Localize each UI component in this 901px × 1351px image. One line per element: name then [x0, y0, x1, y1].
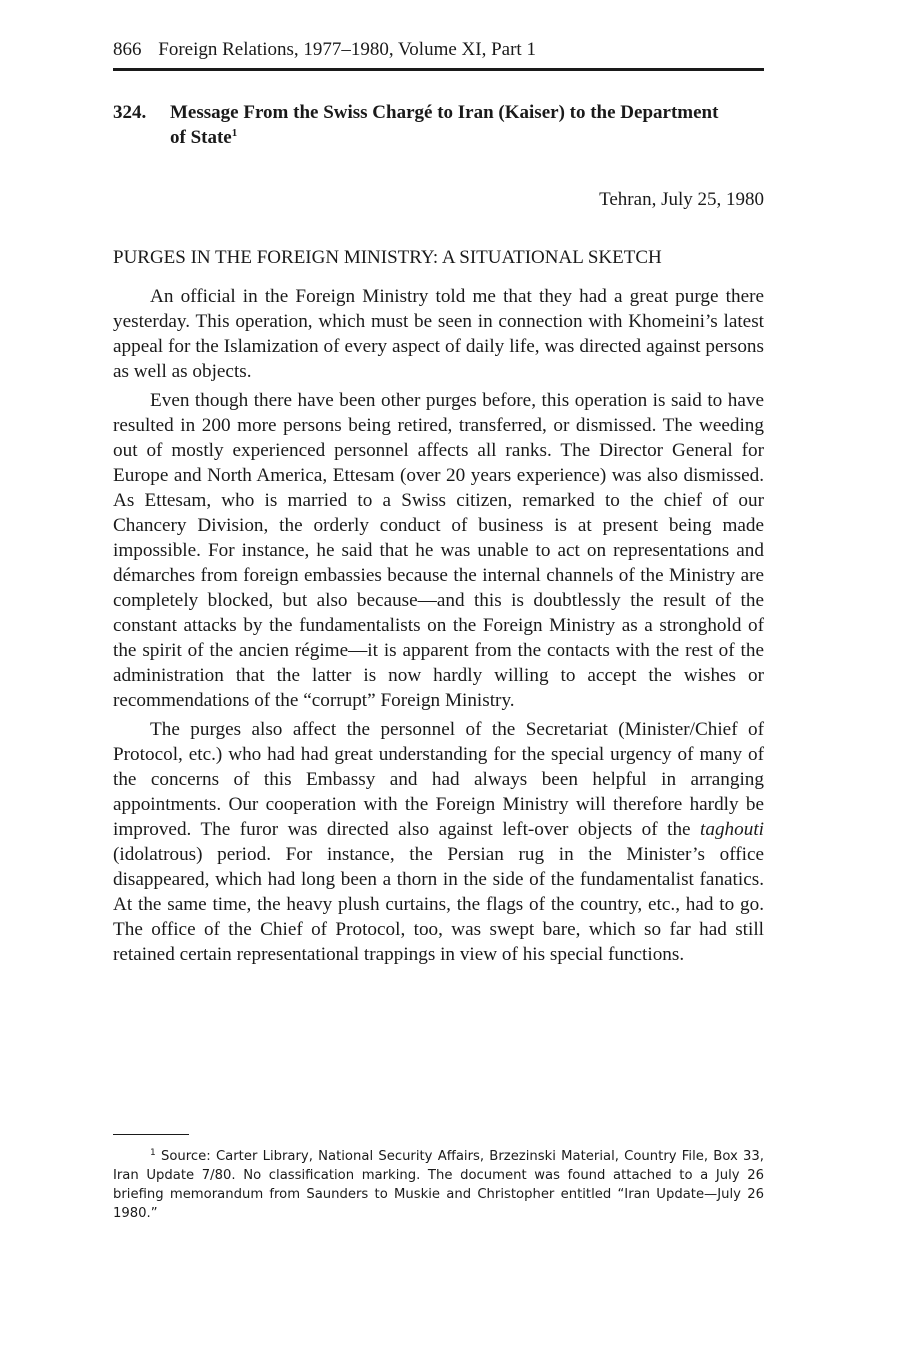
header-rule	[113, 68, 764, 71]
body-text	[113, 284, 764, 971]
document-number: 324.	[113, 102, 147, 123]
document-title-block	[170, 100, 730, 150]
paragraph-text: (idolatrous) period. For instance, the Persian rug in the Minister’s office disappeared, which had long been a thorn in the side of the fundamentalist fanatics. At the same time, the heavy plush curtains, the flags of the country, etc., had to go. The office of the Chief of Protocol, too, was swept bare, which so far had still retained certain representational trappings in view of his special functions.	[113, 844, 764, 965]
footnote-divider	[113, 1134, 189, 1135]
footnote	[113, 1147, 764, 1223]
paragraph	[113, 717, 764, 967]
series-title: Foreign Relations, 1977–1980, Volume XI, Part 1	[158, 39, 536, 60]
document-page	[113, 0, 764, 1351]
dateline: Tehran, July 25, 1980	[599, 189, 764, 210]
paragraph-text: The purges also affect the personnel of the Secretariat (Minister/Chief of Protocol, etc.) who had had great understanding for the special urgency of many of the concerns of this Embassy and had always been helpful in arranging appointments. Our cooperation with the Foreign Ministry will therefore hardly be improved. The furor was directed also against left-over objects of the	[113, 719, 764, 840]
page-number: 866	[113, 39, 142, 60]
subject-line: PURGES IN THE FOREIGN MINISTRY: A SITUATIONAL SKETCH	[113, 247, 662, 268]
paragraph: Even though there have been other purges before, this operation is said to have resulted in 200 more persons being retired, transferred, or dismissed. The weeding out of mostly experienced personnel affects all ranks. The Director General for Europe and North America, Ettesam (over 20 years experience) was also dismissed. As Ettesam, who is married to a Swiss citizen, remarked to the chief of our Chancery Division, the orderly conduct of business is at present being made impossible. For instance, he said that he was unable to act on representations and démarches from foreign embassies because the internal channels of the Ministry are completely blocked, but also because—and this is doubtlessly the result of the constant attacks by the fundamentalists on the Foreign Ministry as a stronghold of the spirit of the ancien régime—it is apparent from the contacts with the rest of the administration that the latter is now hardly willing to accept the wishes or recommendations of the “corrupt” Foreign Ministry.	[113, 390, 764, 711]
footnote-marker: 1	[150, 1148, 156, 1158]
document-heading	[113, 100, 764, 150]
running-head	[113, 38, 764, 62]
italic-term: taghouti	[700, 819, 764, 840]
footnote-reference[interactable]: 1	[231, 127, 238, 139]
document-title: Message From the Swiss Chargé to Iran (Kaiser) to the Department of State	[170, 102, 719, 148]
paragraph: An official in the Foreign Ministry told me that they had a great purge there yesterday. This operation, which must be seen in connection with Khomeini’s latest appeal for the Islamization of every aspect of daily life, was directed against persons as well as objects.	[113, 286, 764, 382]
footnote-text: Source: Carter Library, National Security Affairs, Brzezinski Material, Country File, Box 33, Iran Update 7/80. No classification marking. The document was found attached to a July 26 briefing memorandum from Saunders to Muskie and Christopher entitled “Iran Update—July 26 1980.”	[113, 1149, 765, 1221]
